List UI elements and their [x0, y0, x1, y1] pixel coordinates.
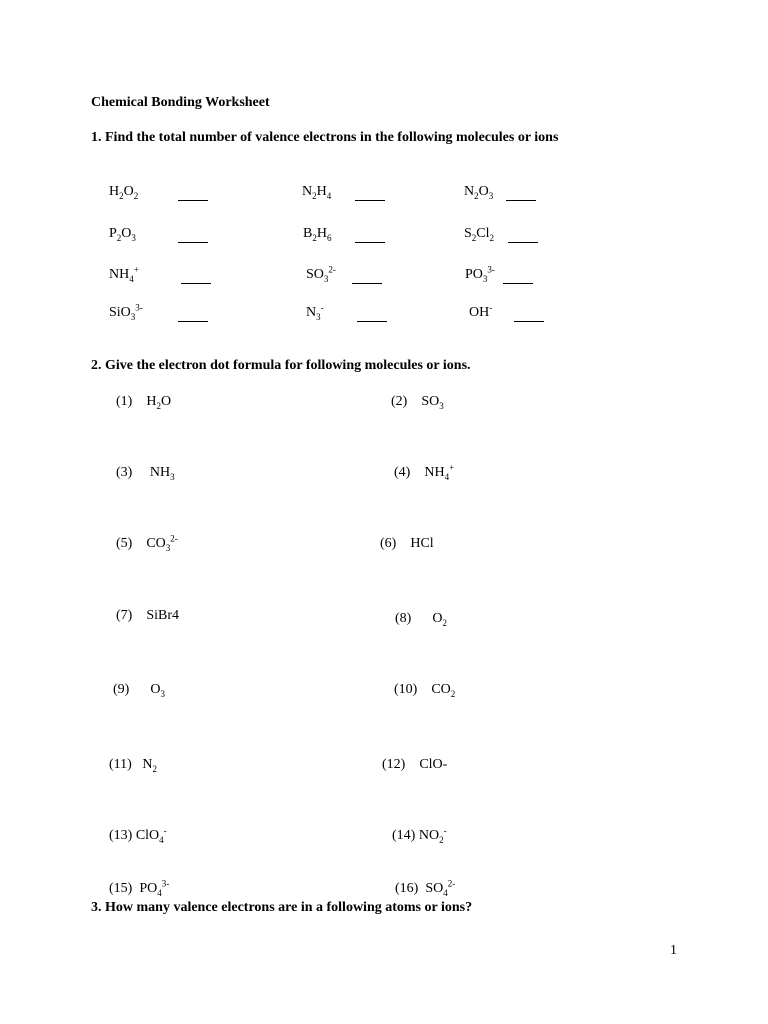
question-1-prompt: 1. Find the total number of valence electrons in the following molecules or ions: [91, 130, 559, 145]
q2-item-4: (4) $NH_4^+$: [394, 462, 455, 482]
q2-item-15: (15) $PO_4^{3-}$: [109, 878, 170, 898]
q2-item-10: (10) $CO_2$: [394, 682, 456, 699]
q1-answer-blank[interactable]: [352, 271, 382, 289]
question-2-prompt: 2. Give the electron dot formula for following molecules or ions.: [91, 358, 471, 373]
q1-item-oh-minus: OH-: [469, 302, 493, 320]
q2-item-2: (2) $SO_3$: [391, 394, 444, 411]
q1-item-nh4-plus: $NH_4^+$: [109, 264, 139, 284]
q1-item-n3-minus: $N_3^-$: [306, 302, 324, 322]
q1-item-po3-3minus: $PO_3^{3-}$: [465, 264, 495, 284]
q1-answer-blank[interactable]: [503, 271, 533, 289]
q2-item-3: (3) $NH_3$: [116, 465, 175, 482]
page-title: Chemical Bonding Worksheet: [91, 95, 270, 110]
q1-answer-blank[interactable]: [357, 309, 387, 327]
q1-item-b2h6: $B_2H_6$: [303, 226, 332, 243]
q2-item-14: (14) $NO_2^-$: [392, 825, 447, 845]
q2-item-16: (16) $SO_4^{2-}$: [395, 878, 456, 898]
q1-answer-blank[interactable]: [178, 188, 208, 206]
page-number: 1: [670, 943, 677, 958]
q1-item-n2o3: $N_2O_3$: [464, 184, 494, 201]
q1-item-s2cl2: $S_2Cl_2$: [464, 226, 495, 243]
q2-item-6: (6) HCl: [380, 536, 434, 551]
q1-answer-blank[interactable]: [506, 188, 536, 206]
q1-item-n2h4: $N_2H_4$: [302, 184, 332, 201]
q1-answer-blank[interactable]: [514, 309, 544, 327]
q2-item-1: (1) $H_2O$: [116, 394, 172, 411]
q1-item-so3-2minus: $SO_3^{2-}$: [306, 264, 336, 284]
q2-item-11: (11) $N_2$: [109, 757, 157, 774]
q1-answer-blank[interactable]: [355, 230, 385, 248]
q1-answer-blank[interactable]: [355, 188, 385, 206]
question-3-prompt: 3. How many valence electrons are in a following atoms or ions?: [91, 900, 473, 915]
q1-answer-blank[interactable]: [508, 230, 538, 248]
q2-item-8: (8) $O_2$: [395, 611, 447, 628]
q1-answer-blank[interactable]: [178, 230, 208, 248]
q1-item-h2o2: $H_2O_2$: [109, 184, 139, 201]
q1-answer-blank[interactable]: [181, 271, 211, 289]
q2-item-5: (5) $CO_3^{2-}$: [116, 533, 178, 553]
q1-item-p2o3: $P_2O_3$: [109, 226, 136, 243]
q2-item-7: (7) SiBr4: [116, 608, 180, 623]
q2-item-13: (13) ClO$_4$-: [109, 825, 167, 845]
q2-item-9: (9) $O_3$: [113, 682, 165, 699]
q1-answer-blank[interactable]: [178, 309, 208, 327]
q1-item-sio3-3minus: SiO$_3^{3-}$: [109, 302, 143, 322]
q2-item-12: (12) ClO-: [382, 757, 448, 772]
